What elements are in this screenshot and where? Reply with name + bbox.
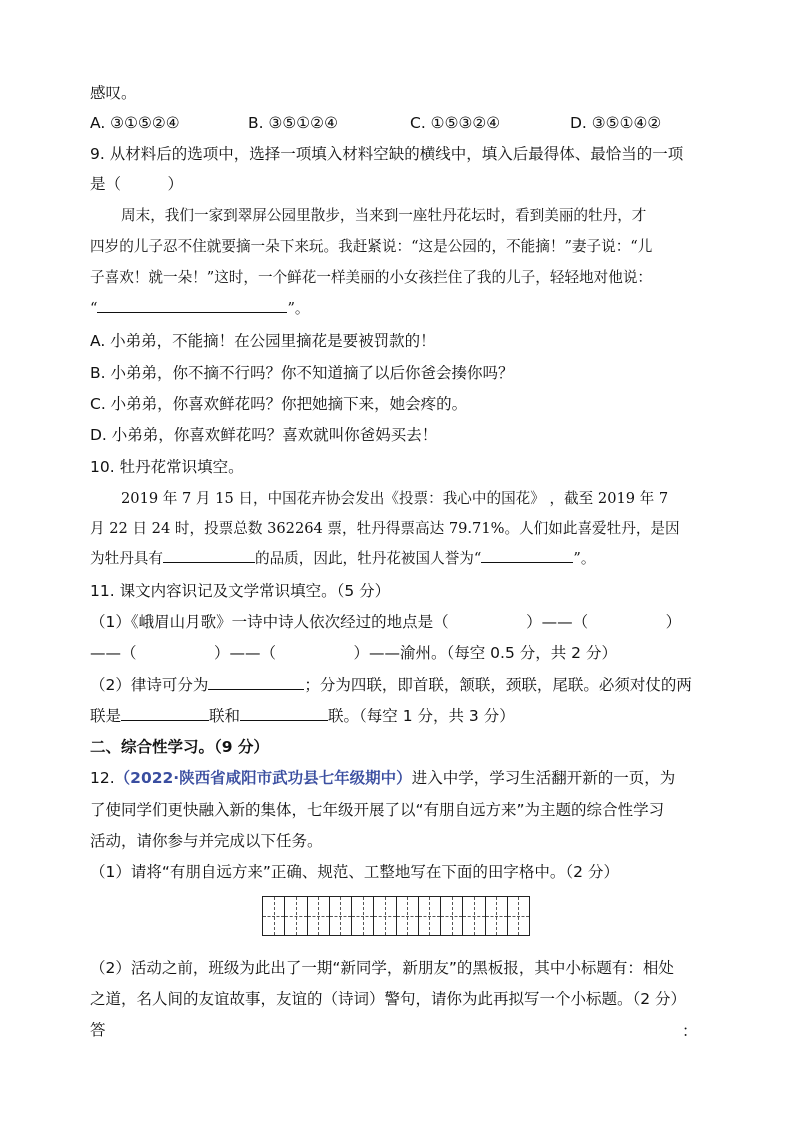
question-9-stem-cont: 是（ ） <box>90 175 184 193</box>
q10-text: 为牡丹具有 <box>90 550 163 567</box>
tianzige-cell[interactable] <box>285 897 307 935</box>
tianzige-cell[interactable] <box>508 897 529 935</box>
option-d: D. 小弟弟，你喜欢鲜花吗？喜欢就叫你爸妈买去！ <box>90 426 438 444</box>
answer-label: 答 <box>90 1021 106 1039</box>
tianzige-cell[interactable] <box>374 897 396 935</box>
q12-text: 了使同学们更快融入新的集体，七年级开展了以“有朋自远方来”为主题的综合性学习 <box>90 801 665 819</box>
q8-option-b: B. ③⑤①②④ <box>248 114 338 132</box>
tianzige-cell[interactable] <box>397 897 419 935</box>
text-line: 感叹。 <box>90 84 137 102</box>
tianzige-cell[interactable] <box>441 897 463 935</box>
option-c: C. 小弟弟，你喜欢鲜花吗？你把她摘下来，她会疼的。 <box>90 395 468 413</box>
q10-blank-line <box>90 548 595 570</box>
q11-text: （2）律诗可分为 <box>90 676 209 694</box>
quote-open: “ <box>90 300 98 317</box>
q11-part2 <box>90 674 692 696</box>
question-9-stem: 9. 从材料后的选项中，选择一项填入材料空缺的横线中，填入后最得体、最恰当的一项 <box>90 145 684 163</box>
q12-part2-cont: 之道，名人间的友谊故事，友谊的（诗词）警句，请你为此再拟写一个小标题。（2 分） <box>90 990 687 1008</box>
q12-part1: （1）请将“有朋自远方来”正确、规范、工整地写在下面的田字格中。（2 分） <box>90 863 619 881</box>
q12-text: 活动，请你参与并完成以下任务。 <box>90 832 323 850</box>
answer-blank[interactable] <box>208 675 304 690</box>
q11-text: 联和 <box>209 707 241 725</box>
q12-part2: （2）活动之前，班级为此出了一期“新同学，新朋友”的黑板报，其中小标题有：相处 <box>90 959 674 977</box>
q8-option-a: A. ③①⑤②④ <box>90 114 180 132</box>
q10-text: 2019 年 7 月 15 日，中国花卉协会发出《投票：我心中的国花》 ，截至 2019 年 7 <box>121 490 669 507</box>
q11-part1: （1）《峨眉山月歌》一诗中诗人依次经过的地点是（ ）——（ ） <box>90 613 682 631</box>
tianzige-cell[interactable] <box>463 897 485 935</box>
tianzige-cell[interactable] <box>486 897 508 935</box>
tianzige-grid[interactable] <box>262 896 530 936</box>
q11-text: 联。（每空 1 分，共 3 分） <box>328 707 515 725</box>
passage-line: 子喜欢！就一朵！”这时，一个鲜花一样美丽的小女孩拦住了我的儿子，轻轻地对他说： <box>90 269 653 286</box>
tianzige-cell[interactable] <box>263 897 285 935</box>
section-heading: 二、综合性学习。（9 分） <box>90 738 269 756</box>
tianzige-cell[interactable] <box>352 897 374 935</box>
q11-text: 联是 <box>90 707 122 725</box>
question-number: 12. <box>90 769 115 787</box>
passage-line: 四岁的儿子忍不住就要摘一朵下来玩。我赶紧说：“这是公园的，不能摘！”妻子说：“儿 <box>90 238 653 255</box>
question-12-stem <box>90 767 675 789</box>
q10-text: 的品质，因此，牡丹花被国人誉为“ <box>254 550 482 567</box>
answer-blank[interactable] <box>163 548 255 563</box>
q12-text: 进入中学，学习生活翻开新的一页，为 <box>411 769 676 787</box>
answer-blank[interactable] <box>240 706 328 721</box>
q8-option-c: C. ①⑤③②④ <box>410 114 501 132</box>
question-source: （2022·陕西省咸阳市武功县七年级期中） <box>114 769 412 787</box>
passage-line: 周末，我们一家到翠屏公园里散步，当来到一座牡丹花坛时，看到美丽的牡丹，才 <box>121 207 647 224</box>
tianzige-cell[interactable] <box>330 897 352 935</box>
quote-close: ”。 <box>287 300 310 317</box>
q8-option-d: D. ③⑤①④② <box>570 114 662 132</box>
passage-blank-line <box>90 298 310 320</box>
tianzige-cell[interactable] <box>419 897 441 935</box>
q10-text: 月 22 日 24 时，投票总数 362264 票，牡丹得票高达 79.71%。人们如此喜爱牡丹，是因 <box>90 520 680 537</box>
answer-blank[interactable] <box>481 548 573 563</box>
q10-text: ”。 <box>573 550 596 567</box>
answer-blank[interactable] <box>97 298 287 313</box>
q11-text: ；分为四联，即首联，颔联，颈联，尾联。必须对仗的两 <box>304 676 692 694</box>
q11-part1-cont: ——（ ）——（ ）——渝州。（每空 0.5 分，共 2 分） <box>90 644 617 662</box>
answer-blank[interactable] <box>121 706 209 721</box>
q11-part2-cont <box>90 705 515 727</box>
option-b: B. 小弟弟，你不摘不行吗？你不知道摘了以后你爸会揍你吗？ <box>90 364 514 382</box>
question-10-stem: 10. 牡丹花常识填空。 <box>90 458 244 476</box>
option-a: A. 小弟弟，不能摘！在公园里摘花是要被罚款的！ <box>90 332 436 350</box>
question-11-stem: 11. 课文内容识记及文学常识填空。（5 分） <box>90 582 391 600</box>
tianzige-cell[interactable] <box>308 897 330 935</box>
answer-end-mark: ： <box>682 1022 698 1040</box>
